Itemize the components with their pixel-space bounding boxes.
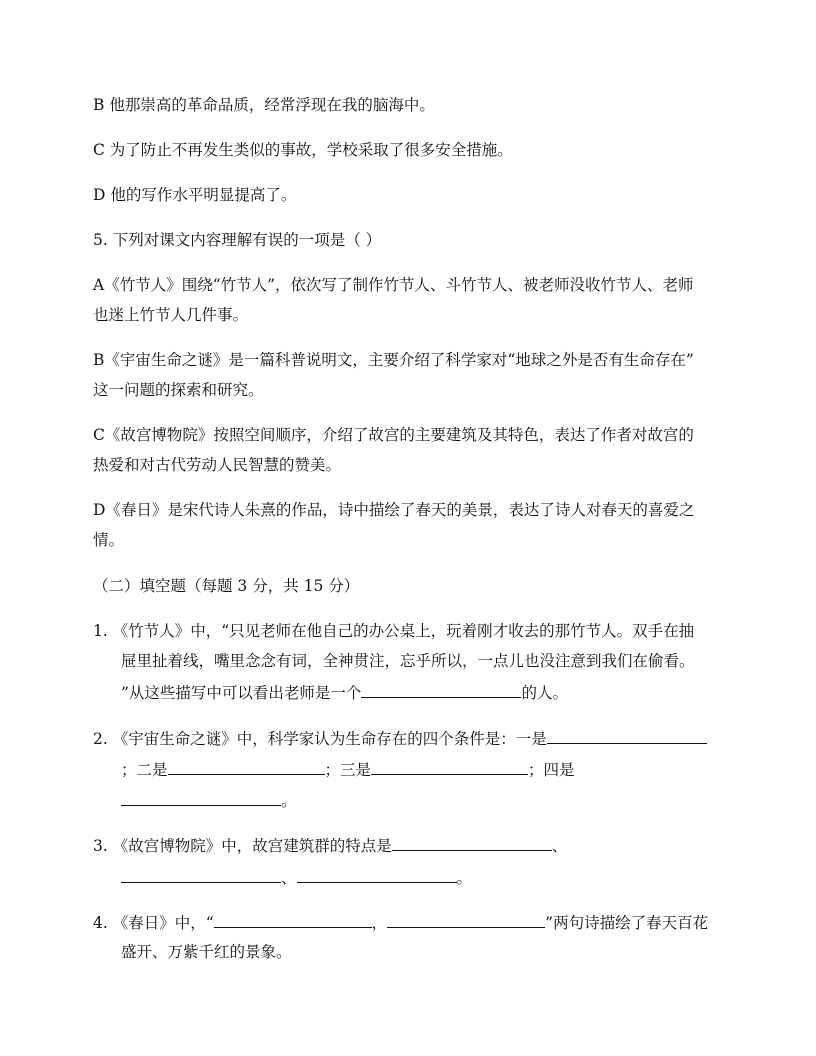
fill-3-blank-1[interactable] [392,834,552,851]
q5-option-b-line1: B《宇宙生命之谜》是一篇科普说明文，主要介绍了科学家对“地球之外是否有生命存在” [93,351,694,369]
fill-4-text: 4. 《春日》中，“ [93,914,214,932]
fill-2-blank-2[interactable] [168,758,325,775]
fill-2-label-3: ；三是 [324,761,372,779]
fill-4-blank-1[interactable] [214,911,372,928]
fill-1-text-after: 的人。 [521,684,568,702]
q5-option-c-line2: 热爱和对古代劳动人民智慧的赞美。 [93,456,342,474]
fill-2-line1 [93,727,707,750]
fill-2-blank-4[interactable] [121,789,281,806]
q5-option-a-line2: 也迷上竹节人几件事。 [93,306,249,324]
fill-4-blank-2[interactable] [387,911,545,928]
fill-2-label-4: ；四是 [528,761,575,779]
q5-option-c-line1: C《故宫博物院》按照空间顺序，介绍了故宫的主要建筑及其特色，表达了作者对故宫的 [93,426,694,444]
fill-1-line1: 1. 《竹节人》中，“只见老师在他自己的办公桌上，玩着刚才收去的那竹节人。双手在抽 [93,622,695,640]
choice-b-line: B 他那崇高的革命品质，经常浮现在我的脑海中。 [93,96,435,114]
fill-2-line3 [121,789,297,812]
fill-4-line1 [93,911,708,934]
q5-option-d-line2: 情。 [93,531,125,549]
fill-3-end: 。 [456,869,473,887]
q5-option-d-line1: D《春日》是宋代诗人朱熹的作品，诗中描绘了春天的美景，表达了诗人对春天的喜爱之 [93,501,695,519]
fill-1-text-before: ”从这些描写中可以看出老师是一个 [121,684,362,702]
fill-1-blank[interactable] [361,681,521,698]
fill-2-end: 。 [281,792,297,810]
fill-3-line2 [121,866,472,889]
fill-2-label-2: ；二是 [121,761,168,779]
fill-2-line2 [121,758,575,781]
fill-1-line3 [121,681,568,704]
question-5-stem: 5. 下列对课文内容理解有误的一项是（ ） [93,231,382,249]
choice-d-line: D 他的写作水平明显提高了。 [93,186,297,204]
section-2-header: （二）填空题（每题 3 分，共 15 分） [93,577,360,595]
fill-3-sep-2: 、 [281,869,297,887]
fill-1-line2: 屉里扯着线，嘴里念念有词，全神贯注，忘乎所以，一点儿也没注意到我们在偷看。 [121,652,695,670]
fill-4-sep: ， [371,914,388,932]
fill-2-blank-1[interactable] [547,727,707,744]
fill-3-blank-2[interactable] [121,866,281,883]
fill-4-text-after: ”两句诗描绘了春天百花 [545,914,709,932]
fill-3-line1 [93,834,567,857]
fill-2-text: 2. 《宇宙生命之谜》中，科学家认为生命存在的四个条件是：一是 [93,730,547,748]
choice-c-line: C 为了防止不再发生类似的事故，学校采取了很多安全措施。 [93,141,513,159]
q5-option-a-line1: A《竹节人》围绕“竹节人”，依次写了制作竹节人、斗竹节人、被老师没收竹节人、老师 [93,276,694,294]
fill-3-blank-3[interactable] [297,866,457,883]
fill-4-line2: 盛开、万紫千红的景象。 [121,943,292,961]
fill-3-sep-1: 、 [551,837,568,855]
q5-option-b-line2: 这一问题的探索和研究。 [93,381,264,399]
fill-2-blank-3[interactable] [371,758,528,775]
fill-3-text: 3. 《故宫博物院》中，故宫建筑群的特点是 [93,837,392,855]
